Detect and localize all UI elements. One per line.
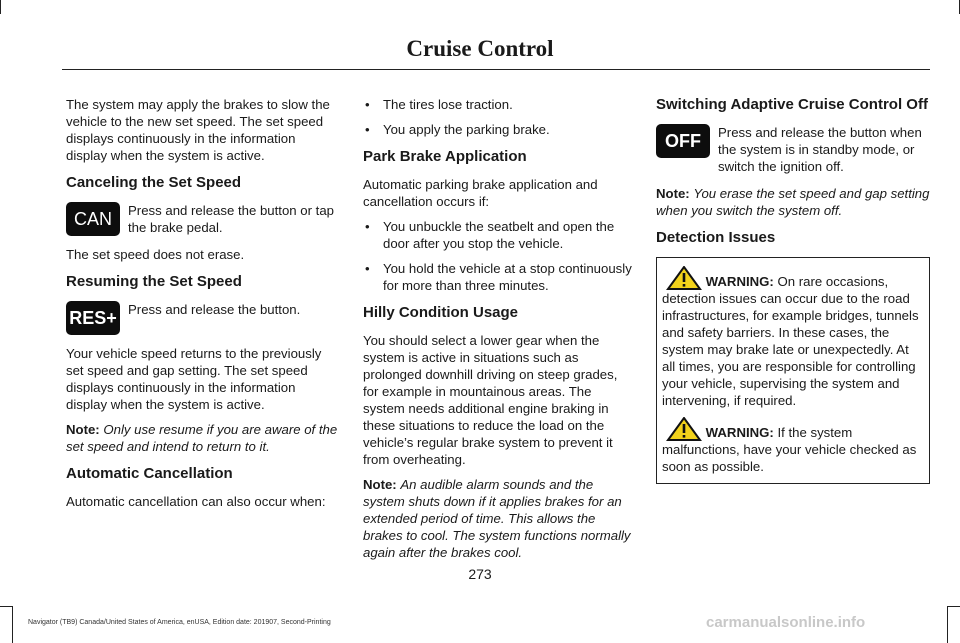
crop-mark-bottom-left xyxy=(12,606,13,643)
note-text: An audible alarm sounds and the system shuts down if it applies brakes for an extended period of time. This allows the brakes to cool. The system functions normally again after the brakes cool. xyxy=(363,477,631,560)
watermark: carmanualsonline.info xyxy=(706,614,866,631)
park-brake-body: Automatic parking brake application and cancellation occurs if: xyxy=(363,177,598,209)
heading-switch-off: Switching Adaptive Cruise Control Off xyxy=(656,96,928,113)
note-text: Only use resume if you are aware of the set speed and intend to return to it. xyxy=(66,422,338,454)
list-item: • You unbuckle the seatbelt and open the door after you stop the vehicle. xyxy=(365,219,615,251)
note-label: Note: xyxy=(66,422,100,437)
warning-triangle-icon xyxy=(666,417,702,441)
warning-label: WARNING: xyxy=(705,425,774,440)
column-1 xyxy=(66,96,339,518)
page-title: Cruise Control xyxy=(406,36,554,61)
can-button-icon: CAN xyxy=(66,202,120,236)
can-instruction: Press and release the button or tap the brake pedal. xyxy=(128,203,335,235)
warning-text: If the system malfunctions, have your vehicle checked as soon as possible. xyxy=(662,425,917,474)
page-number: 273 xyxy=(468,566,492,582)
warning-label: WARNING: xyxy=(705,274,774,289)
list-item: • The tires lose traction. xyxy=(365,97,513,112)
note-text: You erase the set speed and gap setting when you switch the system off. xyxy=(656,186,930,218)
res-instruction: Press and release the button. xyxy=(128,302,301,317)
res-plus-button-icon: RES+ xyxy=(66,301,120,335)
auto-cancel-body: Automatic cancellation can also occur when: xyxy=(66,494,326,509)
header-rule xyxy=(62,69,930,70)
bullet-list-top xyxy=(363,96,635,138)
crop-mark-bottom-right-h xyxy=(947,606,960,607)
bullet-list-park-brake xyxy=(363,218,635,294)
column-2 xyxy=(363,96,635,569)
crop-mark-bottom-right xyxy=(947,606,948,643)
list-item: • You hold the vehicle at a stop continuously for more than three minutes. xyxy=(365,261,632,293)
off-button-row xyxy=(656,124,930,175)
hilly-note xyxy=(363,476,635,561)
heading-canceling: Canceling the Set Speed xyxy=(66,174,242,191)
warning-box xyxy=(656,257,930,484)
heading-resuming: Resuming the Set Speed xyxy=(66,273,242,290)
warning-1 xyxy=(662,266,924,409)
off-instruction: Press and release the button when the system is in standby mode, or switch the ignition off. xyxy=(718,125,922,174)
intro-paragraph: The system may apply the brakes to slow the vehicle to the new set speed. The set speed displays continuously in the information display when the system is active. xyxy=(66,97,330,163)
heading-hilly: Hilly Condition Usage xyxy=(363,304,519,321)
column-3 xyxy=(656,96,930,484)
heading-park-brake: Park Brake Application xyxy=(363,148,527,165)
canceling-after: The set speed does not erase. xyxy=(66,247,245,262)
switch-off-note xyxy=(656,185,930,219)
can-button-row xyxy=(66,202,339,236)
note-label: Note: xyxy=(363,477,397,492)
warning-triangle-icon xyxy=(666,266,702,290)
warning-2 xyxy=(662,417,924,475)
resuming-note xyxy=(66,421,339,455)
hilly-body: You should select a lower gear when the system is active in situations such as prolonged downhill driving on steep grades, for example in mountainous areas. The system needs additional engine braking in these situations to reduce the load on the vehicle’s regular brake system to prevent it from overheating. xyxy=(363,333,618,467)
warning-text: On rare occasions, detection issues can occur due to the road infrastructures, for example bridges, tunnels and safety barriers. In these cases, the system may brake late or unexpectedly. At all times, you are responsible for controlling your vehicle, supervising the system and intervening, if required. xyxy=(662,274,919,408)
res-button-row xyxy=(66,301,339,335)
crop-mark-top-left xyxy=(0,0,1,14)
heading-auto-cancel: Automatic Cancellation xyxy=(66,465,233,482)
list-item: • You apply the parking brake. xyxy=(365,122,550,137)
off-button-icon: OFF xyxy=(656,124,710,158)
crop-mark-bottom-left-h xyxy=(0,606,12,607)
footer-doc-info: Navigator (TB9) Canada/United States of America, enUSA, Edition date: 201907, Second-Printing xyxy=(28,619,331,626)
heading-detection: Detection Issues xyxy=(656,229,776,246)
resuming-body: Your vehicle speed returns to the previously set speed and gap setting. The set speed displays continuously in the information display when the system is active. xyxy=(66,346,322,412)
note-label: Note: xyxy=(656,186,690,201)
